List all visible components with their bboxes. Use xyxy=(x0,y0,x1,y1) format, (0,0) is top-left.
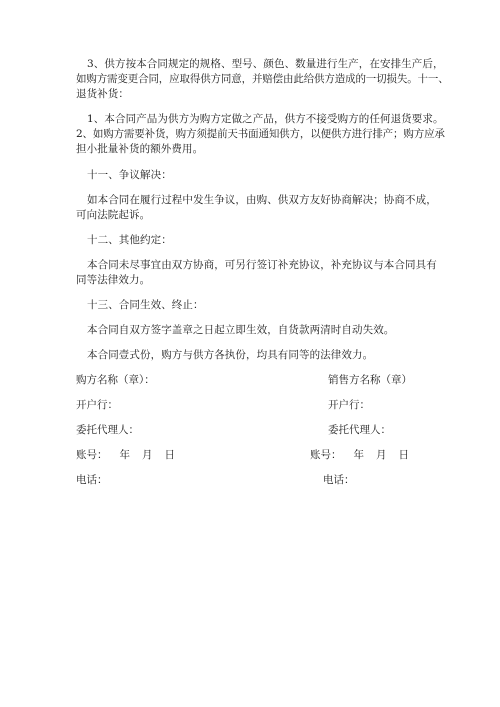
buyer-month: 月 xyxy=(142,449,153,461)
other-line-1: 本合同未尽事宜由双方协商，可另行签订补充协议，补充协议与本合同具有 xyxy=(87,259,437,271)
dispute-line-2: 可向法院起诉。 xyxy=(76,209,151,221)
buyer-name-label: 购方名称（章）： xyxy=(76,374,155,386)
buyer-phone-label: 电话： xyxy=(76,474,108,486)
seller-name-label: 销售方名称（章） xyxy=(328,374,412,386)
effect-line-1: 本合同自双方签字盖章之日起立即生效，自货款两清时自动失效。 xyxy=(87,324,395,336)
seller-day: 日 xyxy=(398,449,409,461)
heading-other: 十二、其他约定： xyxy=(87,234,172,246)
seller-month: 月 xyxy=(376,449,387,461)
seller-account-label: 账号： xyxy=(310,449,342,461)
other-line-2: 同等法律效力。 xyxy=(76,274,151,286)
buyer-year: 年 xyxy=(119,449,130,461)
seller-phone-label: 电话： xyxy=(323,474,355,486)
buyer-agent-label: 委托代理人： xyxy=(76,424,139,436)
buyer-day: 日 xyxy=(164,449,175,461)
seller-bank-label: 开户行： xyxy=(328,399,370,411)
heading-effect: 十三、合同生效、终止： xyxy=(87,299,204,311)
return-clause-2-line-2: 担小批量补货的额外费用。 xyxy=(76,143,204,155)
seller-agent-label: 委托代理人： xyxy=(328,424,391,436)
dispute-line-1: 如本合同在履行过程中发生争议，由购、供双方友好协商解决；协商不成， xyxy=(87,194,437,206)
heading-dispute: 十一、争议解决： xyxy=(87,169,172,181)
buyer-account-row xyxy=(76,448,175,462)
clause-3-line-3: 退货补货： xyxy=(76,88,129,100)
seller-year: 年 xyxy=(353,449,364,461)
return-clause-1: 1、本合同产品为供方为购方定做之产品，供方不接受购方的任何退货要求。 xyxy=(87,113,444,125)
buyer-bank-label: 开户行： xyxy=(76,399,118,411)
return-clause-2-line-1: 2、如购方需要补货，购方须提前天书面通知供方，以便供方进行排产；购方应承 xyxy=(76,128,445,140)
buyer-account-label: 账号： xyxy=(76,449,108,461)
clause-3-line-1: 3、供方按本合同规定的规格、型号、颜色、数量进行生产，在安排生产后， xyxy=(87,58,444,70)
seller-account-row xyxy=(310,448,409,462)
effect-line-2: 本合同壹式份，购方与供方各执份，均具有同等的法律效力。 xyxy=(87,349,374,361)
clause-3-line-2: 如购方需变更合同，应取得供方同意，并赔偿由此给供方造成的一切损失。十一、 xyxy=(76,73,449,85)
